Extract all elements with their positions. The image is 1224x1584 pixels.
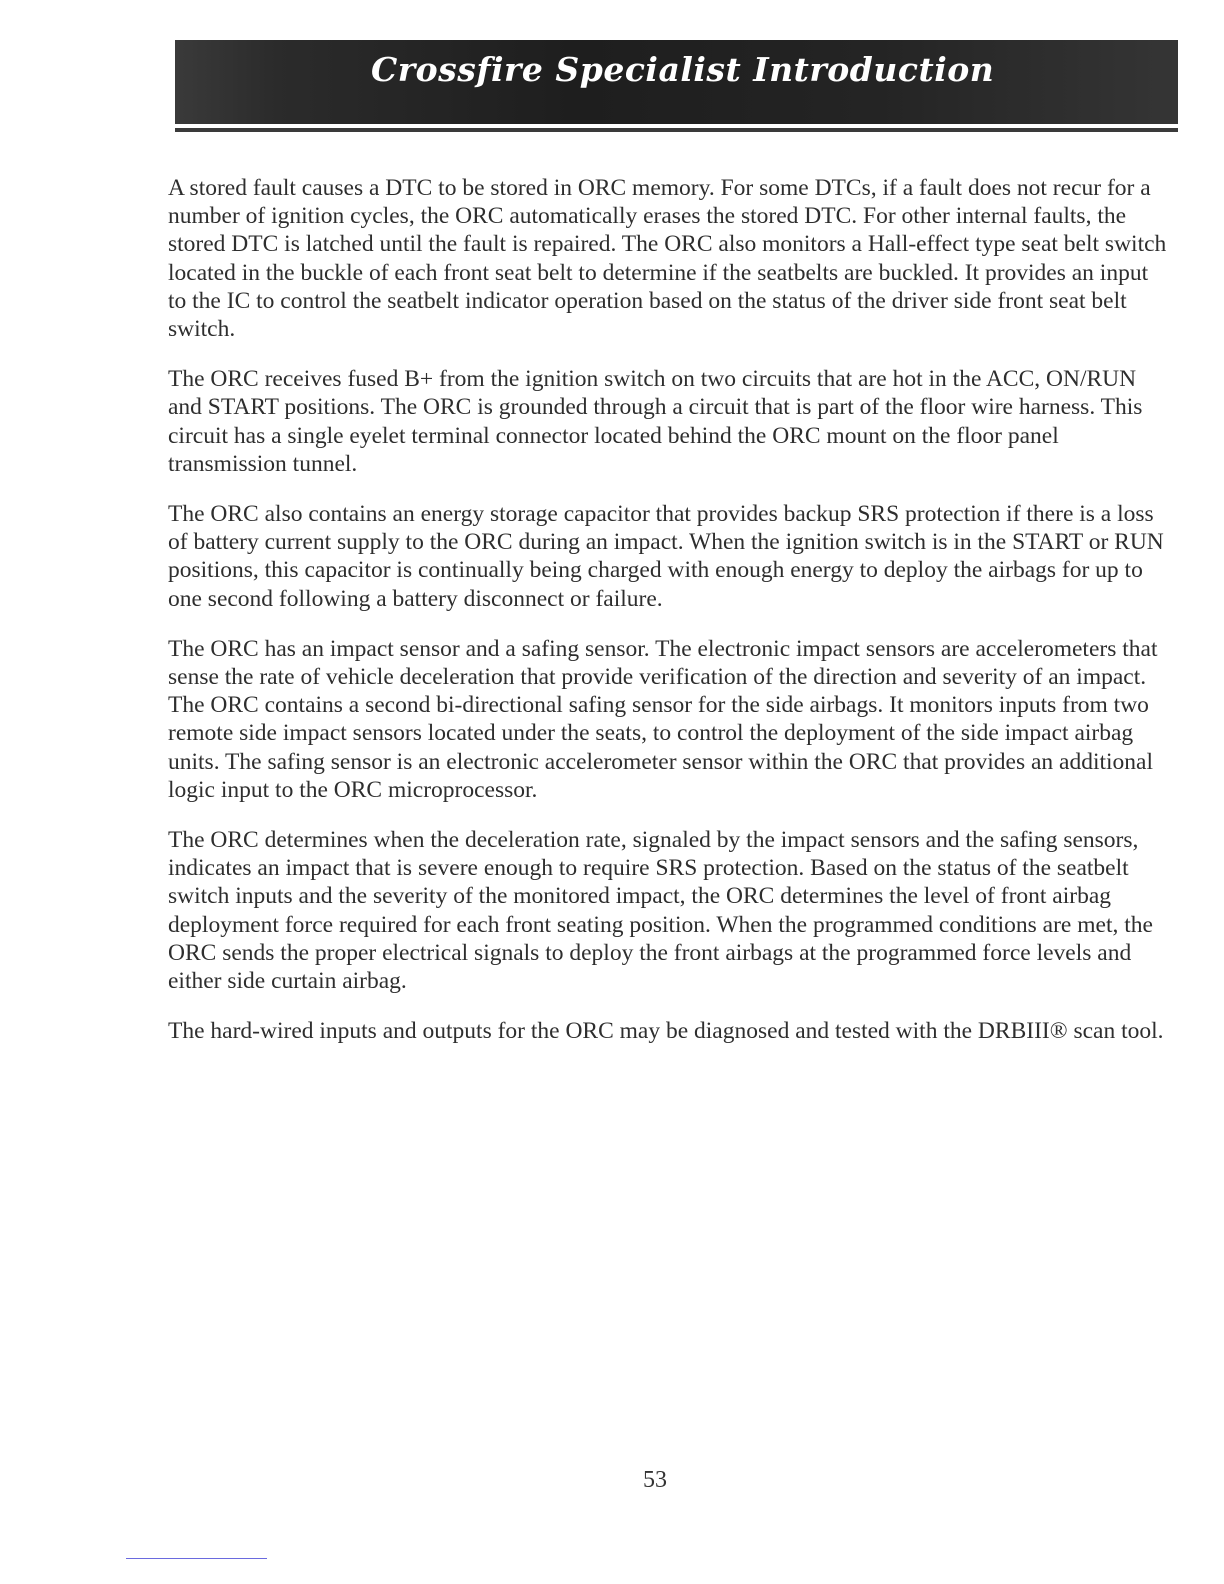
page-number: 53: [643, 1467, 667, 1493]
paragraph-orc-power: The ORC receives fused B+ from the ignition switch on two circuits that are hot in the ACC, ON/RUN and START positions. The ORC is grounded through a circuit that is part of the floor wire harness. This circuit has a single eyelet terminal connector located behind the ORC mount on the floor panel transmission tunnel.: [168, 366, 1143, 477]
paragraph-diagnostics: The hard-wired inputs and outputs for the ORC may be diagnosed and tested with the DRBIII® scan tool.: [168, 1018, 1164, 1045]
header-banner: [175, 40, 1178, 124]
header-divider: [175, 128, 1178, 132]
paragraph-energy-capacitor: The ORC also contains an energy storage capacitor that provides backup SRS protection if there is a loss of battery current supply to the ORC during an impact. When the ignition switch is in the START or RUN positions, this capacitor is continually being charged with enough energy to deploy the airbags for up to one second following a battery disconnect or failure.: [168, 501, 1164, 612]
paragraph-stored-fault: A stored fault causes a DTC to be stored in ORC memory. For some DTCs, if a fault does not recur for a number of ignition cycles, the ORC automatically erases the stored DTC. For other internal faults, the stored DTC is latched until the fault is repaired. The ORC also monitors a Hall-effect type seat belt switch located in the buckle of each front seat belt to determine if the seatbelts are buckled. It provides an input to the IC to control the seatbelt indicator operation based on the status of the driver side front seat belt switch.: [168, 175, 1167, 343]
paragraph-impact-sensor: The ORC has an impact sensor and a safing sensor. The electronic impact sensors are accelerometers that sense the rate of vehicle deceleration that provide verification of the direction and severity of an impact. The ORC contains a second bi-directional safing sensor for the side airbags. It monitors inputs from two remote side impact sensors located under the seats, to control the deployment of the side impact airbag units. The safing sensor is an electronic accelerometer sensor within the ORC that provides an additional logic input to the ORC microprocessor.: [168, 635, 1158, 803]
document-body: [168, 174, 1168, 1067]
page-title: Crossfire Specialist Introduction: [371, 50, 995, 89]
paragraph-deployment-logic: The ORC determines when the deceleration rate, signaled by the impact sensors and the safing sensors, indicates an impact that is severe enough to require SRS protection. Based on the status of the seatbelt switch inputs and the severity of the monitored impact, the ORC determines the level of front airbag deployment force required for each front seating position. When the programmed conditions are met, the ORC sends the proper electrical signals to deploy the front airbags at the programmed force levels and either side curtain airbag.: [168, 827, 1153, 995]
footer-divider: [126, 1558, 267, 1559]
